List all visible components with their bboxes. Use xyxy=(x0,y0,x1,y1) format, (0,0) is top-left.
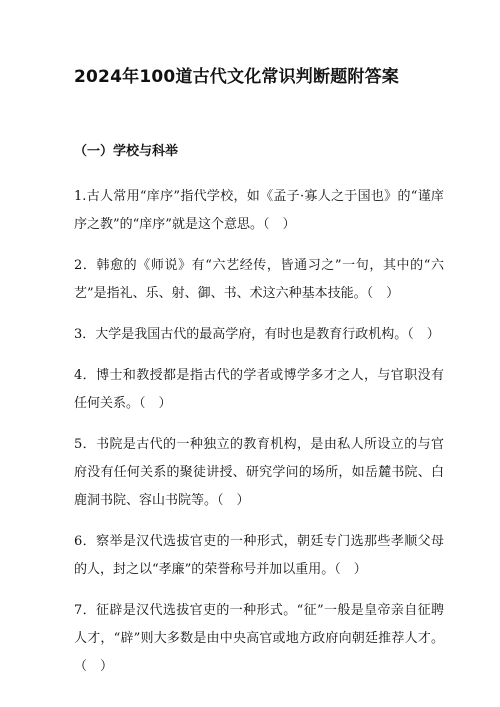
section-heading: （一）学校与科举 xyxy=(74,144,179,159)
question-item: 3．大学是我国古代的最高学府，有时也是教育行政机构。（ ） xyxy=(74,327,440,342)
question-item: 2．韩愈的《师说》有“六艺经传，皆通习之”一句，其中的“六艺”是指礼、乐、射、御、书、术这六种基本技能。（ ） xyxy=(74,258,444,301)
question-item: 1.古人常用“庠序”指代学校，如《孟子·寡人之于国也》的“谨庠序之教”的“庠序”就是这个意思。（ ） xyxy=(74,189,444,232)
question-item: 6．察举是汉代选拔官吏的一种形式，朝廷专门选那些孝顺父母的人，封之以“孝廉”的荣誉称号并加以重用。（ ） xyxy=(74,534,444,577)
question-item: 4．博士和教授都是指古代的学者或博学多才之人，与官职没有任何关系。（ ） xyxy=(74,368,444,411)
question-item: 7．征辟是汉代选拔官吏的一种形式。“征”一般是皇帝亲自征聘人才，“辟”则大多数是由中央高官或地方政府向朝廷推荐人才。（ ） xyxy=(74,603,444,674)
question-list xyxy=(74,183,444,681)
question-item: 5．书院是古代的一种独立的教育机构，是由私人所设立的与官府没有任何关系的聚徒讲授、研究学问的场所，如岳麓书院、白鹿洞书院、容山书院等。（ ） xyxy=(74,437,444,508)
document-title: 2024年100道古代文化常识判断题附答案 xyxy=(74,67,399,87)
